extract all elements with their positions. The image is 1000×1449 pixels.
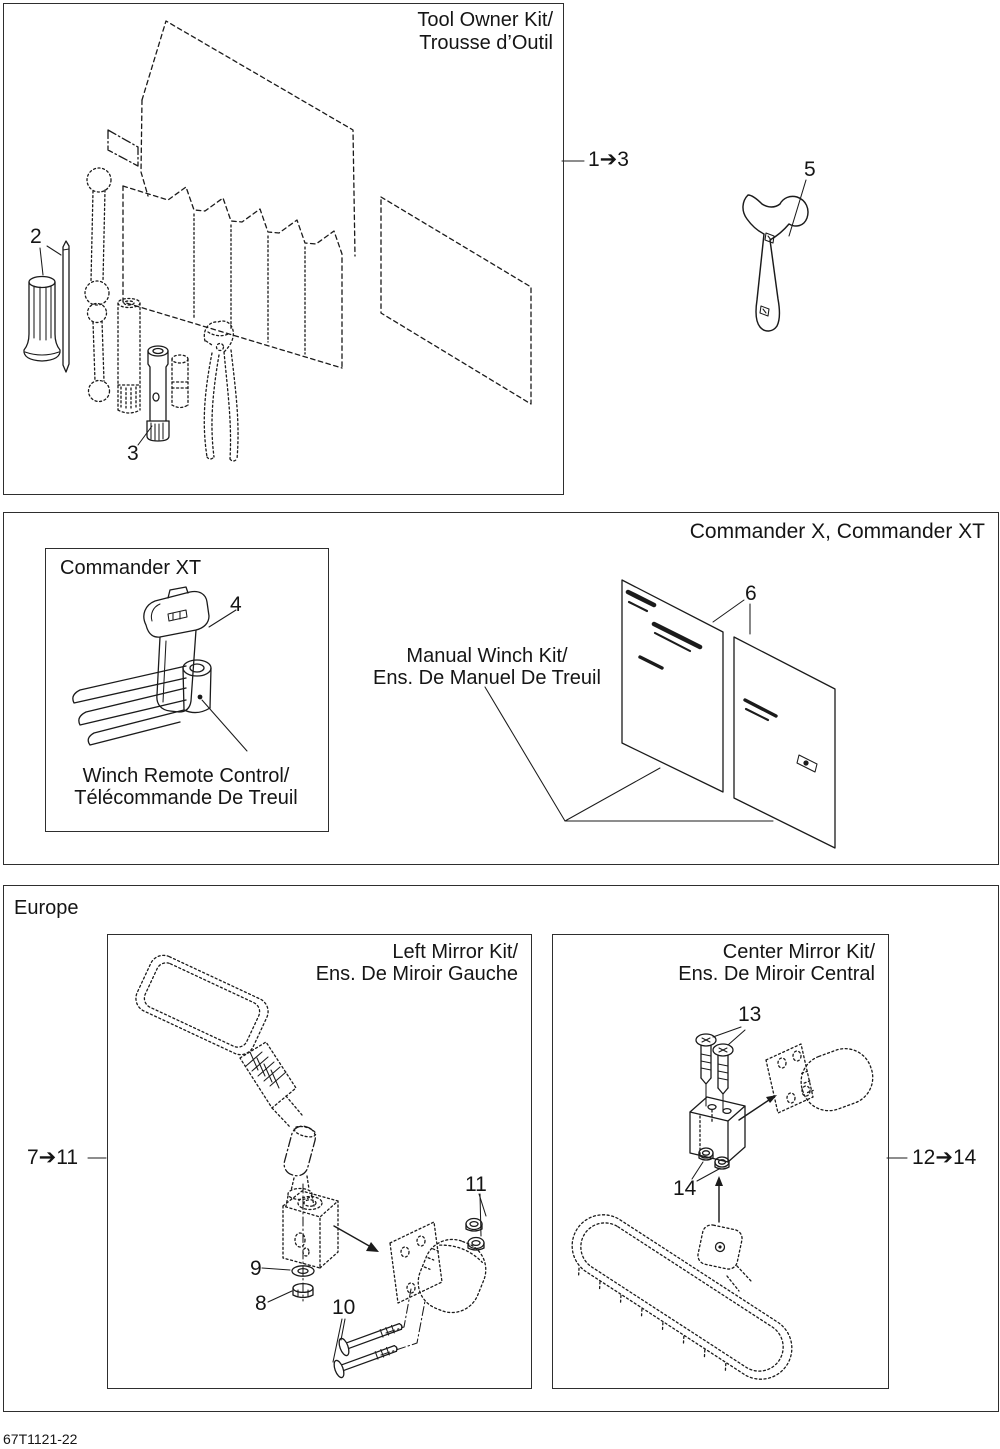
callout-14: 14 [673, 1177, 697, 1200]
commander-xt-title: Commander XT [60, 557, 202, 579]
remote-caption-line2: Télécommande De Treuil [74, 787, 298, 809]
center-mirror-title-line1: Center Mirror Kit/ [722, 941, 875, 963]
left-mirror-title-line1: Left Mirror Kit/ [392, 941, 518, 963]
left-mirror-kit-box [107, 934, 532, 1389]
europe-header: Europe [14, 897, 79, 919]
left-mirror-title-line2: Ens. De Miroir Gauche [315, 963, 518, 985]
range-label-12-14: 12➔14 [912, 1146, 977, 1169]
footer-part-code: 67T1121-22 [3, 1431, 78, 1447]
commander-header: Commander X, Commander XT [689, 520, 985, 543]
callout-11: 11 [465, 1173, 487, 1196]
callout-3: 3 [127, 442, 139, 465]
callout-10: 10 [332, 1296, 356, 1319]
callout-8: 8 [255, 1292, 267, 1315]
manual-kit-line1: Manual Winch Kit/ [406, 645, 568, 667]
range-label-7-11: 7➔11 [27, 1146, 79, 1169]
tool-kit-title-line1: Tool Owner Kit/ [417, 9, 553, 31]
callout-2: 2 [30, 225, 42, 248]
callout-9: 9 [250, 1257, 262, 1280]
callout-13: 13 [738, 1003, 762, 1026]
callout-4: 4 [230, 593, 242, 616]
range-label-1-3: 1➔3 [588, 148, 629, 171]
callout-5: 5 [804, 158, 816, 181]
center-mirror-kit-box [552, 934, 889, 1389]
center-mirror-title-line2: Ens. De Miroir Central [678, 963, 875, 985]
callout-6: 6 [745, 582, 757, 605]
spanner-drawing [743, 195, 808, 331]
remote-caption-line1: Winch Remote Control/ [82, 765, 290, 787]
tool-owner-kit-box [3, 3, 564, 495]
manual-kit-line2: Ens. De Manuel De Treuil [373, 667, 601, 689]
tool-kit-title-line2: Trousse d’Outil [419, 32, 553, 54]
